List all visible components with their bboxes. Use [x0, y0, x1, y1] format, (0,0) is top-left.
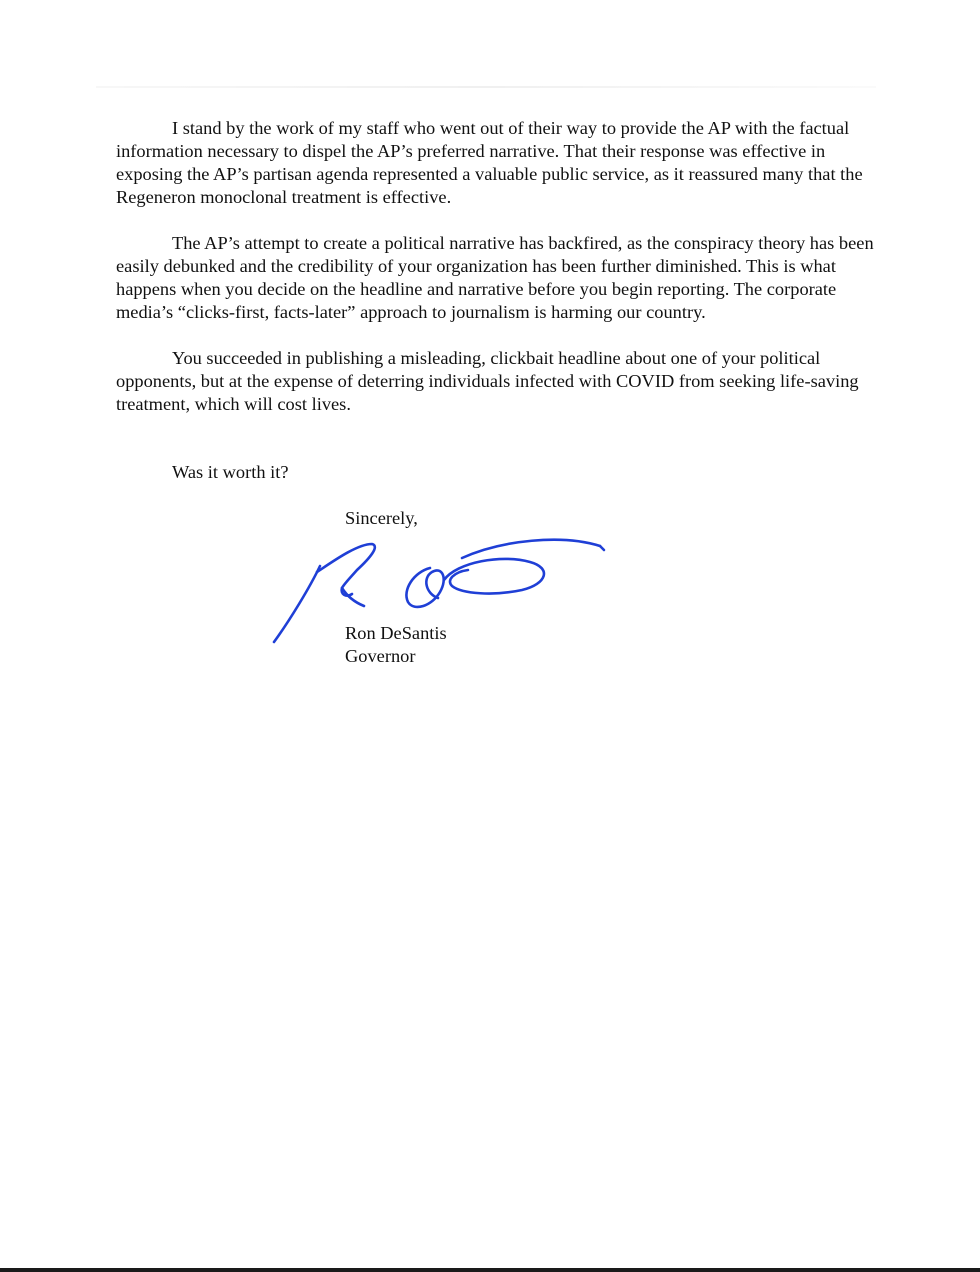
letter-body — [116, 117, 876, 439]
paragraph-2: The AP’s attempt to create a political narrative has backfired, as the conspiracy theory has been easily debunked and the credibility of your organization has been further diminished. This is what happens when you decide on the headline and narrative before you begin reporting. The corporate media’s “clicks-first, facts-later” approach to journalism is harming our country. — [116, 233, 874, 322]
page-bottom-border — [0, 1268, 980, 1272]
paragraph-3: You succeeded in publishing a misleading, clickbait headline about one of your political opponents, but at the expense of deterring individuals infected with COVID from seeking life-saving treatment, which will cost lives. — [116, 348, 859, 414]
scan-artifact-line — [96, 86, 876, 88]
complimentary-close: Sincerely, — [345, 508, 418, 528]
signer-title: Governor — [345, 646, 416, 666]
paragraph-1: I stand by the work of my staff who went out of their way to provide the AP with the factual information necessary to dispel the AP’s preferred narrative. That their response was effective in exposing the AP’s partisan agenda represented a valuable public service, as it reassured many that the Regeneron monoclonal treatment is effective. — [116, 118, 863, 207]
signer-name: Ron DeSantis — [345, 623, 447, 643]
signer-block — [345, 622, 447, 668]
closing-question: Was it worth it? — [172, 462, 289, 482]
